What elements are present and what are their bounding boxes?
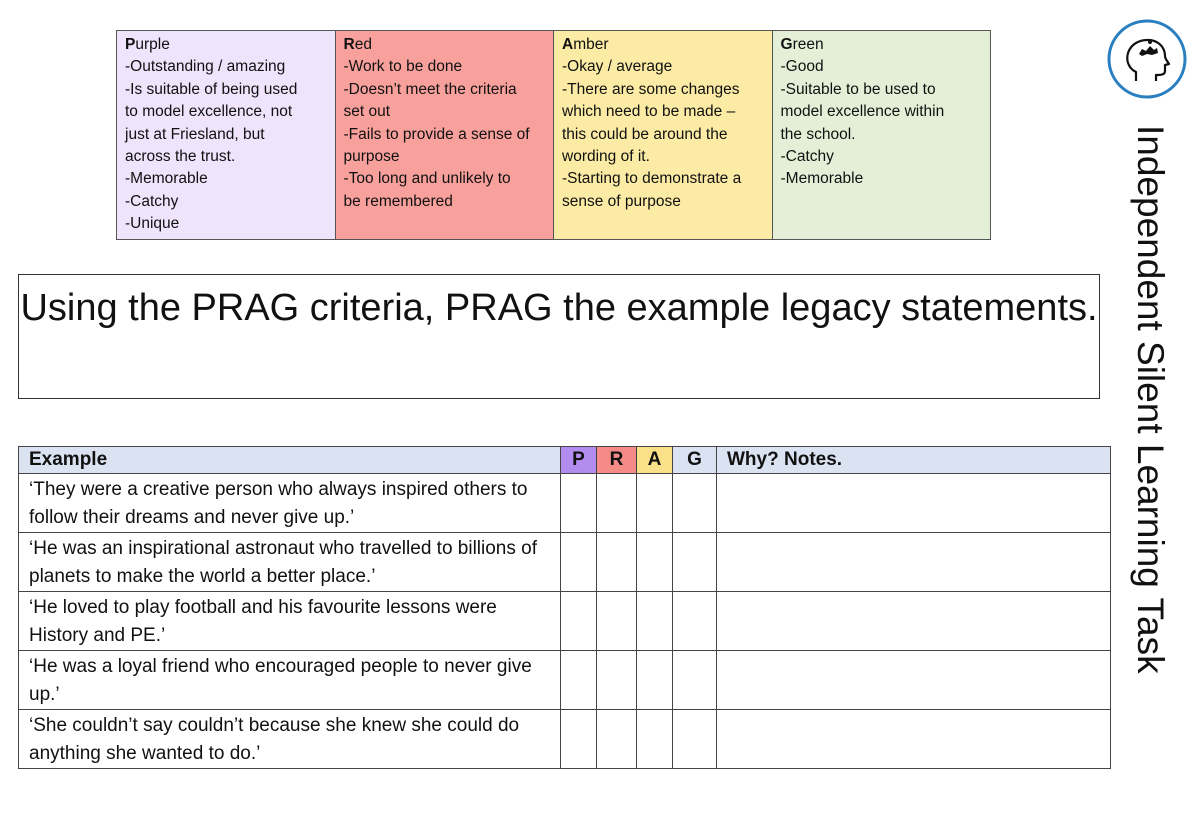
example-statement: ‘He was a loyal friend who encouraged people to never give up.’ (19, 651, 561, 710)
notes-cell[interactable] (717, 474, 1111, 533)
a-cell[interactable] (637, 533, 673, 592)
notes-cell[interactable] (717, 592, 1111, 651)
r-cell[interactable] (597, 651, 637, 710)
example-statement: ‘They were a creative person who always inspired others to follow their dreams and never give up.’ (19, 474, 561, 533)
criteria-amber (554, 31, 773, 240)
r-cell[interactable] (597, 533, 637, 592)
criteria-green-body: -Good -Suitable to be used to model excellence within the school. -Catchy -Memorable (780, 58, 945, 188)
example-statement: ‘He was an inspirational astronaut who travelled to billions of planets to make the world a better place.’ (19, 533, 561, 592)
side-title: Independent Silent Learning Task (1130, 125, 1171, 674)
criteria-red-body: -Work to be done -Doesn’t meet the criteria set out -Fails to provide a sense of purpose -Too long and unlikely to be remembered (343, 58, 530, 210)
criteria-green-initial: G (780, 36, 793, 53)
criteria-red-initial: R (343, 36, 355, 53)
header-example: Example (19, 447, 561, 474)
example-statement: ‘He loved to play football and his favourite lessons were History and PE.’ (19, 592, 561, 651)
table-row (19, 474, 1111, 533)
criteria-purple-body: -Outstanding / amazing -Is suitable of being used to model excellence, not just at Friesland, but across the trust. -Memorable -Catchy -Unique (125, 58, 298, 233)
r-cell[interactable] (597, 592, 637, 651)
p-cell[interactable] (561, 533, 597, 592)
header-p: P (561, 447, 597, 474)
g-cell[interactable] (673, 592, 717, 651)
header-g: G (673, 447, 717, 474)
r-cell[interactable] (597, 474, 637, 533)
table-row (19, 592, 1111, 651)
header-r: R (597, 447, 637, 474)
criteria-amber-initial: A (562, 36, 574, 53)
example-statement: ‘She couldn’t say couldn’t because she knew she could do anything she wanted to do.’ (19, 710, 561, 769)
criteria-red-title-rest: ed (354, 36, 372, 53)
criteria-green-title-rest: reen (792, 36, 824, 53)
p-cell[interactable] (561, 651, 597, 710)
g-cell[interactable] (673, 533, 717, 592)
a-cell[interactable] (637, 710, 673, 769)
r-cell[interactable] (597, 710, 637, 769)
g-cell[interactable] (673, 474, 717, 533)
instruction-box (18, 274, 1100, 399)
prag-table (18, 446, 1111, 769)
head-with-pieces-icon (1106, 18, 1188, 100)
notes-cell[interactable] (717, 651, 1111, 710)
table-row (19, 533, 1111, 592)
p-cell[interactable] (561, 592, 597, 651)
g-cell[interactable] (673, 651, 717, 710)
table-row (19, 710, 1111, 769)
header-notes: Why? Notes. (717, 447, 1111, 474)
criteria-green (772, 31, 991, 240)
a-cell[interactable] (637, 474, 673, 533)
criteria-red (335, 31, 554, 240)
prag-header-row (19, 447, 1111, 474)
criteria-purple (117, 31, 336, 240)
criteria-amber-title-rest: mber (573, 36, 609, 53)
p-cell[interactable] (561, 474, 597, 533)
prag-criteria-table (116, 30, 991, 240)
table-row (19, 651, 1111, 710)
p-cell[interactable] (561, 710, 597, 769)
criteria-purple-initial: P (125, 36, 136, 53)
notes-cell[interactable] (717, 710, 1111, 769)
notes-cell[interactable] (717, 533, 1111, 592)
instruction-text: Using the PRAG criteria, PRAG the example legacy statements. (20, 287, 1098, 329)
criteria-purple-title-rest: urple (135, 36, 170, 53)
a-cell[interactable] (637, 651, 673, 710)
criteria-amber-body: -Okay / average -There are some changes which need to be made – this could be around the wording of it. -Starting to demonstrate a sense of purpose (562, 58, 742, 210)
a-cell[interactable] (637, 592, 673, 651)
g-cell[interactable] (673, 710, 717, 769)
header-a: A (637, 447, 673, 474)
